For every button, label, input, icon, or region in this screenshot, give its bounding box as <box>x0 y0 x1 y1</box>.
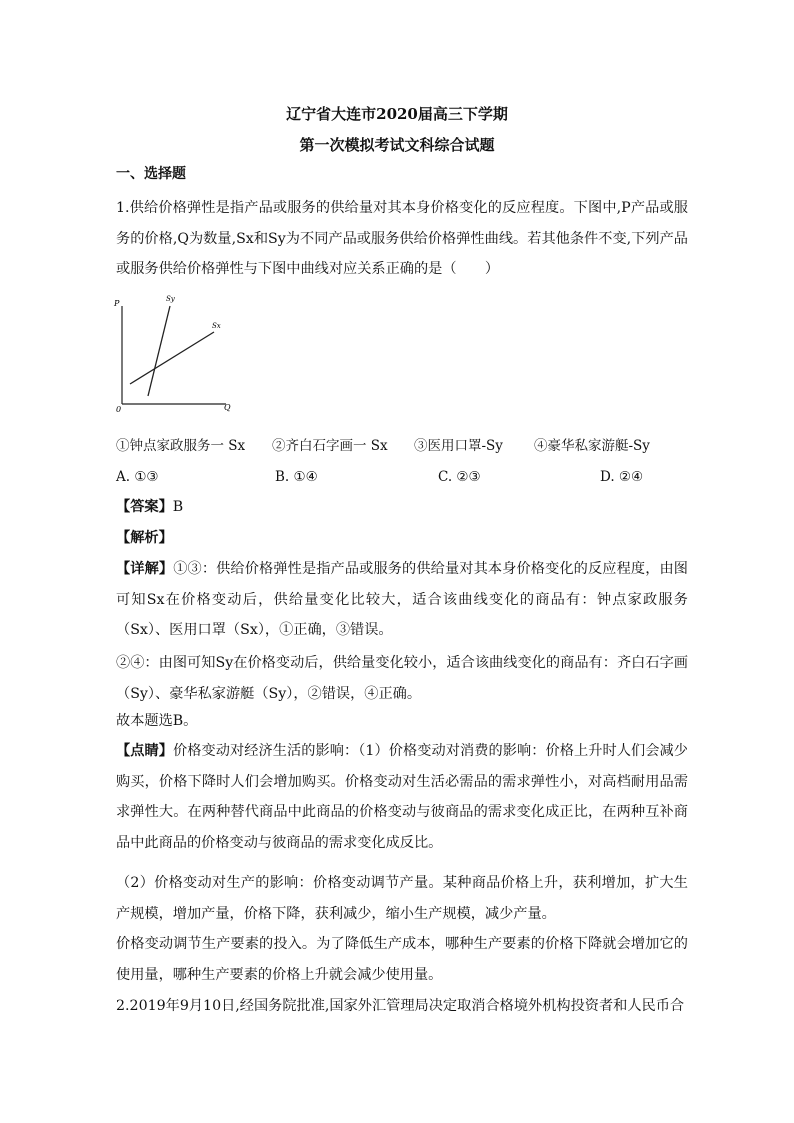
detail-text-1: ①③：供给价格弹性是指产品或服务的供给量对其本身价格变化的反应程度，由图可知Sx在价格变动后，供给量变化比较大，适合该曲线变化的商品有：钟点家政服务（Sx）、医用口罩（Sx），①正确，③错误。 <box>116 561 688 638</box>
point-paragraph-3: 价格变动调节生产要素的投入。为了降低生产成本，哪种生产要素的价格下降就会增加它的使用量，哪种生产要素的价格上升就会减少使用量。 <box>116 936 688 983</box>
choice-c: C. ②③ <box>438 469 481 485</box>
document-title-line2: 第一次模拟考试文科综合试题 <box>299 136 495 154</box>
origin-label: 0 <box>116 405 122 414</box>
section-heading: 一、选择题 <box>116 166 186 182</box>
detail-tag: 【详解】 <box>116 561 174 577</box>
conclusion: 故本题选B。 <box>116 713 198 729</box>
question-1-stem: 1.供给价格弹性是指产品或服务的供给量对其本身价格变化的反应程度。下图中,P产品或服务的价格,Q为数量,Sx和Sy为不同产品或服务供给价格弹性曲线。若其他条件不变,下列产品或服务供给价格弹性与下图中曲线对应关系正确的是（ ） <box>116 200 688 277</box>
document-title-line1: 辽宁省大连市2020届高三下学期 <box>286 105 508 123</box>
item-4: ④豪华私家游艇-Sy <box>534 438 650 454</box>
answer-tag: 【答案】 <box>116 499 173 515</box>
point-text-1: 价格变动对经济生活的影响：（1）价格变动对消费的影响：价格上升时人们会减少购买，价格下降时人们会增加购买。价格变动对生活必需品的需求弹性小，对高档耐用品需求弹性大。在两种替代商品中此商品的价格变动与彼商品的需求变化成正比，在两种互补商品中此商品的价格变动与彼商品的需求变化成反比。 <box>116 743 688 851</box>
answer-line <box>116 497 696 517</box>
curve-sx-line <box>130 332 214 384</box>
detail-paragraph-1 <box>116 554 688 646</box>
point-paragraph-1 <box>116 736 688 858</box>
supply-elasticity-chart <box>108 292 238 414</box>
question-2-stem: 2.2019年9月10日,经国务院批准,国家外汇管理局决定取消合格境外机构投资者和人民币合 <box>116 998 685 1014</box>
item-3: ③医用口罩-Sy <box>414 438 503 454</box>
choice-d: D. ②④ <box>600 469 644 485</box>
y-axis-label: P <box>114 299 120 308</box>
choice-b: B. ①④ <box>275 469 318 485</box>
curve-sx-label: Sx <box>212 322 221 330</box>
point-tag: 【点睛】 <box>116 743 174 759</box>
curve-sy-label: Sy <box>166 295 175 303</box>
detail-paragraph-2: ②④：由图可知Sy在价格变动后，供给量变化较小，适合该曲线变化的商品有：齐白石字画（Sy）、豪华私家游艇（Sy），②错误，④正确。 <box>116 655 688 702</box>
point-paragraph-2: （2）价格变动对生产的影响：价格变动调节产量。某种商品价格上升，获利增加，扩大生产规模，增加产量，价格下降，获利减少，缩小生产规模，减少产量。 <box>116 875 688 922</box>
analysis-tag: 【解析】 <box>116 530 173 546</box>
answer-value: B <box>172 499 184 515</box>
item-2: ②齐白石字画一 Sx <box>272 438 388 454</box>
curve-sy-line <box>148 306 170 396</box>
x-axis-label: Q <box>224 403 231 412</box>
item-1: ①钟点家政服务一 Sx <box>116 438 246 454</box>
choice-a: A. ①③ <box>116 469 159 485</box>
